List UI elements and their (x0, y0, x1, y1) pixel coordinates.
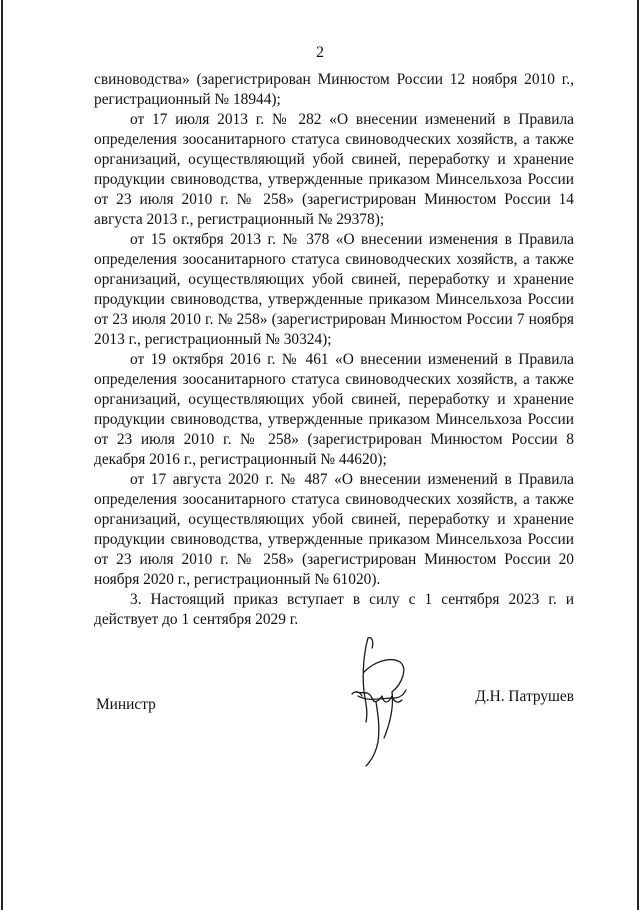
signer-name: Д.Н. Патрушев (475, 688, 574, 705)
signature-block (94, 688, 574, 716)
paragraph-continuation: свиноводства» (зарегистрирован Минюстом России 12 ноября 2010 г., регистрационный № 18944); (94, 71, 574, 108)
handwritten-signature (338, 632, 418, 772)
scan-border-right (637, 0, 639, 910)
paragraph-effective-date: 3. Настоящий приказ вступает в силу с 1 сентября 2023 г. и действует до 1 сентября 2029 г. (94, 591, 574, 628)
signer-position: Министр (96, 696, 156, 713)
paragraph-order-378: от 15 октября 2013 г. № 378 «О внесении изменения в Правила определения зоосанитарного статуса свиноводческих хозяйств, а также организаций, осуществляющих убой свиней, переработку и хранение продукции свиноводства, утвержденные приказом Минсельхоза России от 23 июля 2010 г. № 258» (зарегистрирован Минюстом России 7 ноября 2013 г., регистрационный № 30324); (94, 231, 574, 348)
paragraph-order-461: от 19 октября 2016 г. № 461 «О внесении изменений в Правила определения зоосанитарного статуса свиноводческих хозяйств, а также организаций, осуществляющих убой свиней, переработку и хранение продукции свиноводства, утвержденные приказом Минсельхоза России от 23 июля 2010 г. № 258» (зарегистрирован Минюстом России 8 декабря 2016 г., регистрационный № 44620); (94, 351, 574, 468)
page-number: 2 (316, 44, 324, 61)
document-body (94, 70, 574, 630)
paragraph-order-487: от 17 августа 2020 г. № 487 «О внесении изменений в Правила определения зоосанитарного статуса свиноводческих хозяйств, а также организаций, осуществляющих убой свиней, переработку и хранение продукции свиноводства, утвержденные приказом Минсельхоза России от 23 июля 2010 г. № 258» (зарегистрирован Минюстом России 20 ноября 2020 г., регистрационный № 61020). (94, 471, 574, 588)
paragraph-order-282: от 17 июля 2013 г. № 282 «О внесении изменений в Правила определения зоосанитарного статуса свиноводческих хозяйств, а также организаций, осуществляющий убой свиней, переработку и хранение продукции свиноводства, утвержденные приказом Минсельхоза России от 23 июля 2010 г. № 258» (зарегистрирован Минюстом России 14 августа 2013 г., регистрационный № 29378); (94, 111, 574, 228)
scan-border-left (1, 0, 3, 910)
